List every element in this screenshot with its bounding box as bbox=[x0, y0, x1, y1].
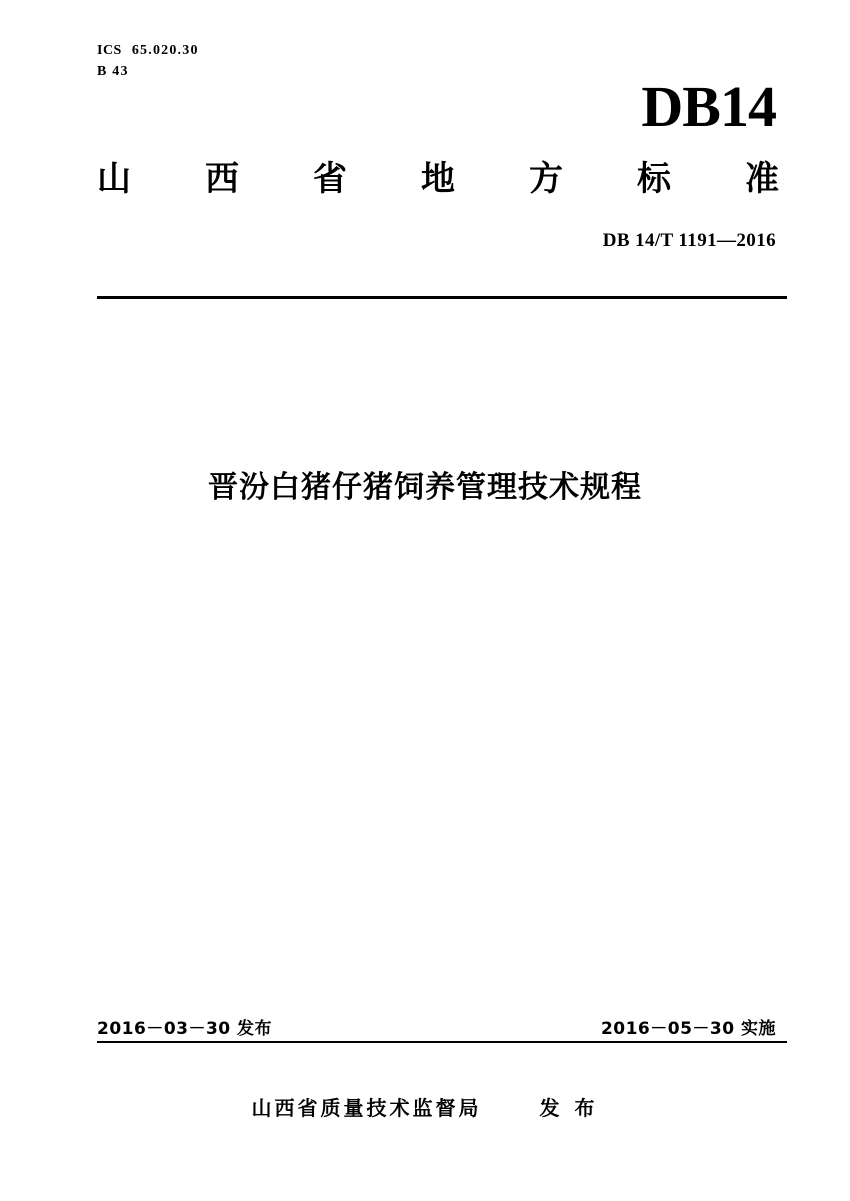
header-divider bbox=[97, 296, 787, 299]
ics-label: ICS bbox=[97, 43, 122, 58]
footer-divider bbox=[97, 1041, 787, 1043]
province-title-char-2: 省 bbox=[313, 159, 347, 199]
effective-date: 2016－05－30 实施 bbox=[600, 1019, 776, 1039]
province-title-char-1: 西 bbox=[205, 159, 239, 199]
province-title-char-6: 准 bbox=[745, 159, 779, 199]
province-title-char-4: 方 bbox=[529, 159, 563, 199]
ics-block bbox=[97, 40, 199, 82]
province-title-char-5: 标 bbox=[637, 159, 671, 199]
standard-number: DB 14/T 1191—2016 bbox=[602, 230, 776, 251]
ics-value: 65.020.30 bbox=[131, 43, 199, 58]
page-title: 晋汾白猪仔猪饲养管理技术规程 bbox=[208, 470, 642, 505]
publisher-name: 山西省质量技术监督局 bbox=[251, 1096, 482, 1120]
publish-verb: 发 布 bbox=[539, 1096, 599, 1120]
province-title-char-0: 山 bbox=[97, 159, 131, 199]
issue-date: 2016－03－30 发布 bbox=[97, 1019, 273, 1039]
ics-line bbox=[97, 40, 199, 61]
publisher-row bbox=[0, 1092, 850, 1121]
province-standard-title bbox=[97, 158, 779, 200]
province-title-char-3: 地 bbox=[421, 159, 455, 199]
classification-code: B 43 bbox=[97, 64, 129, 79]
db14-logo: DB14 bbox=[641, 74, 776, 139]
